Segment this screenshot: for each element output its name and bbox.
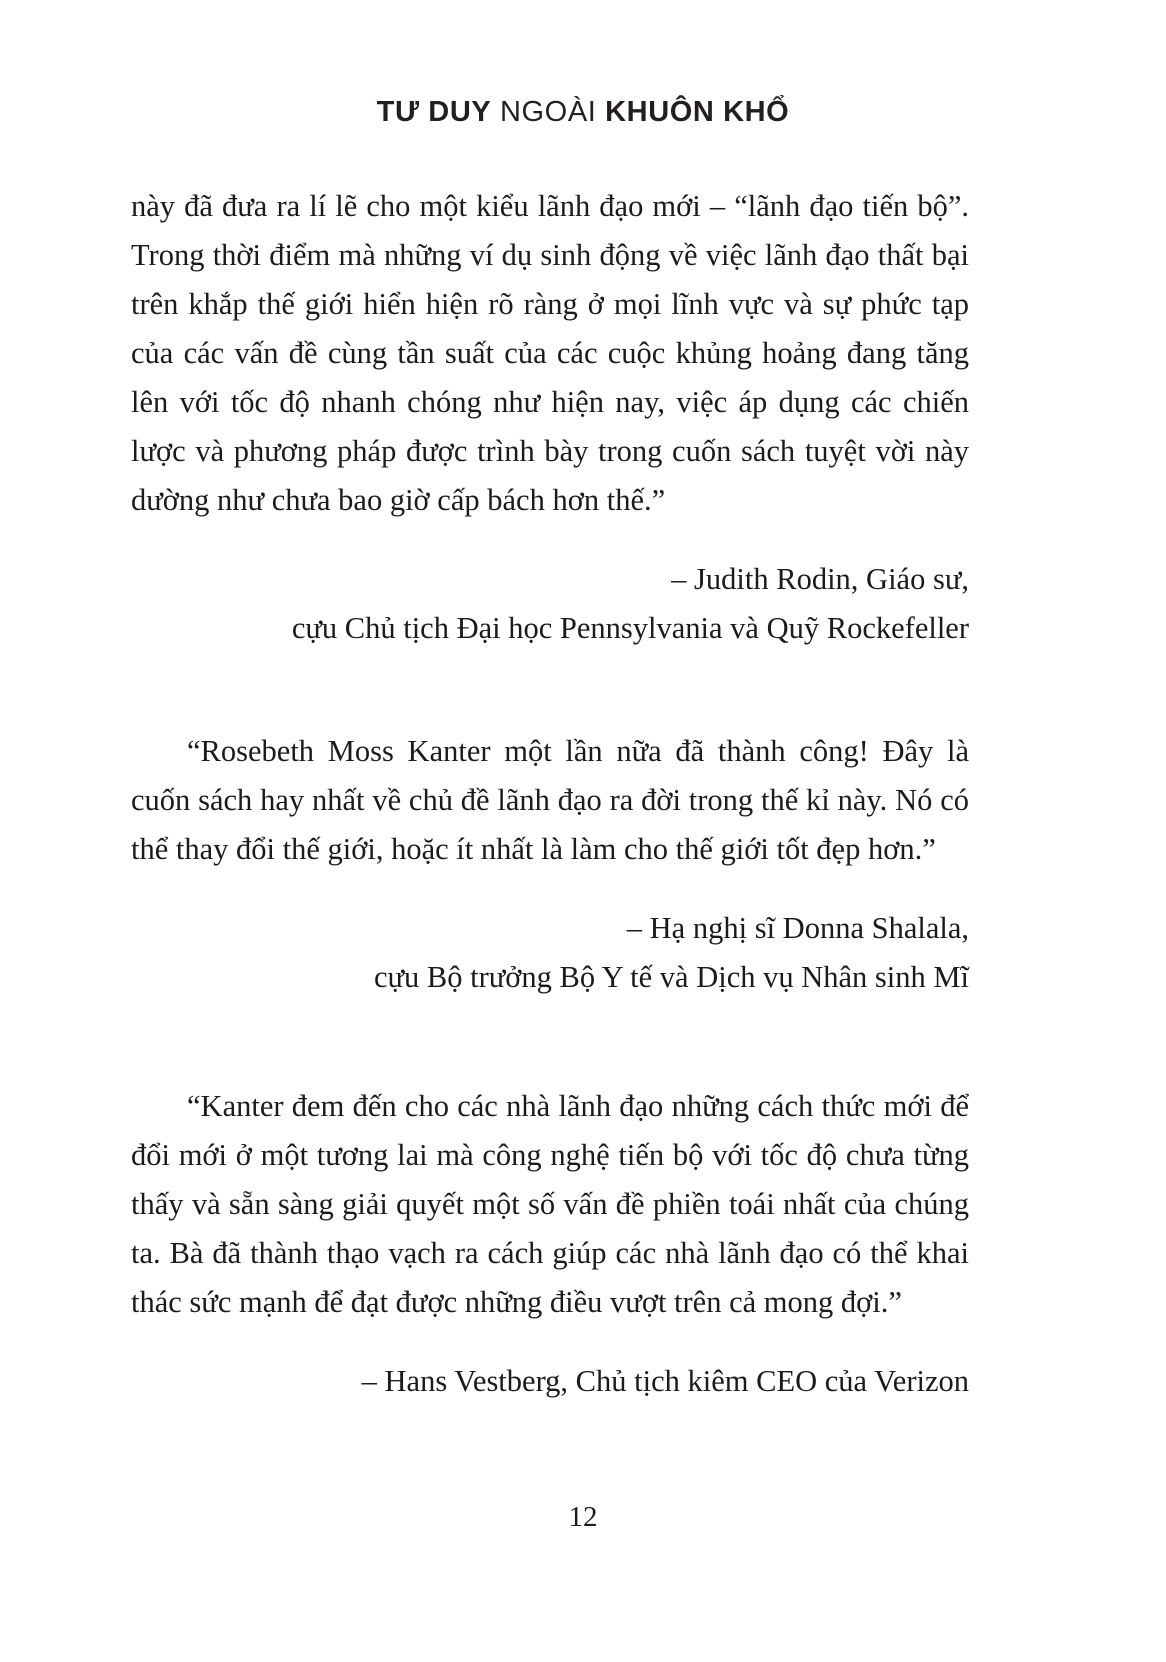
running-head [0, 96, 1166, 129]
running-head-part-1: TƯ DUY [376, 96, 492, 128]
page-content [131, 182, 969, 1406]
running-head-part-2: NGOÀI [491, 96, 606, 128]
spacer [131, 525, 969, 555]
quote-paragraph-1: này đã đưa ra lí lẽ cho một kiểu lãnh đạo mới – “lãnh đạo tiến bộ”. Trong thời điểm mà những ví dụ sinh động về việc lãnh đạo thất bại trên khắp thế giới hiển hiện rõ ràng ở mọi lĩnh vực và sự phức tạp của các vấn đề cùng tần suất của các cuộc khủng hoảng đang tăng lên với tốc độ nhanh chóng như hiện nay, việc áp dụng các chiến lược và phương pháp được trình bày trong cuốn sách tuyệt vời này dường như chưa bao giờ cấp bách hơn thế.” [131, 189, 969, 517]
attribution-3-line-1: – Hans Vestberg, Chủ tịch kiêm CEO của Verizon [361, 1364, 969, 1398]
spacer [131, 653, 969, 727]
attribution-2-line-1: – Hạ nghị sĩ Donna Shalala, [626, 911, 969, 945]
spacer [131, 1002, 969, 1082]
spacer [131, 874, 969, 904]
quote-paragraph-3: “Kanter đem đến cho các nhà lãnh đạo những cách thức mới để đổi mới ở một tương lai mà công nghệ tiến bộ với tốc độ chưa từng thấy và sẵn sàng giải quyết một số vấn đề phiền toái nhất của chúng ta. Bà đã thành thạo vạch ra cách giúp các nhà lãnh đạo có thể khai thác sức mạnh để đạt được những điều vượt trên cả mong đợi.” [131, 1089, 969, 1319]
page-number: 12 [568, 1501, 598, 1533]
quote-paragraph-2: “Rosebeth Moss Kanter một lần nữa đã thành công! Đây là cuốn sách hay nhất về chủ đề lãnh đạo ra đời trong thế kỉ này. Nó có thể thay đổi thế giới, hoặc ít nhất là làm cho thế giới tốt đẹp hơn.” [131, 734, 969, 866]
attribution-2-line-2: cựu Bộ trưởng Bộ Y tế và Dịch vụ Nhân sinh Mĩ [373, 960, 969, 994]
spacer [131, 1327, 969, 1357]
running-head-part-3: KHUÔN KHỔ [605, 96, 790, 128]
attribution-1-line-1: – Judith Rodin, Giáo sư, [671, 562, 969, 596]
attribution-1-line-2: cựu Chủ tịch Đại học Pennsylvania và Quỹ Rockefeller [291, 611, 969, 645]
